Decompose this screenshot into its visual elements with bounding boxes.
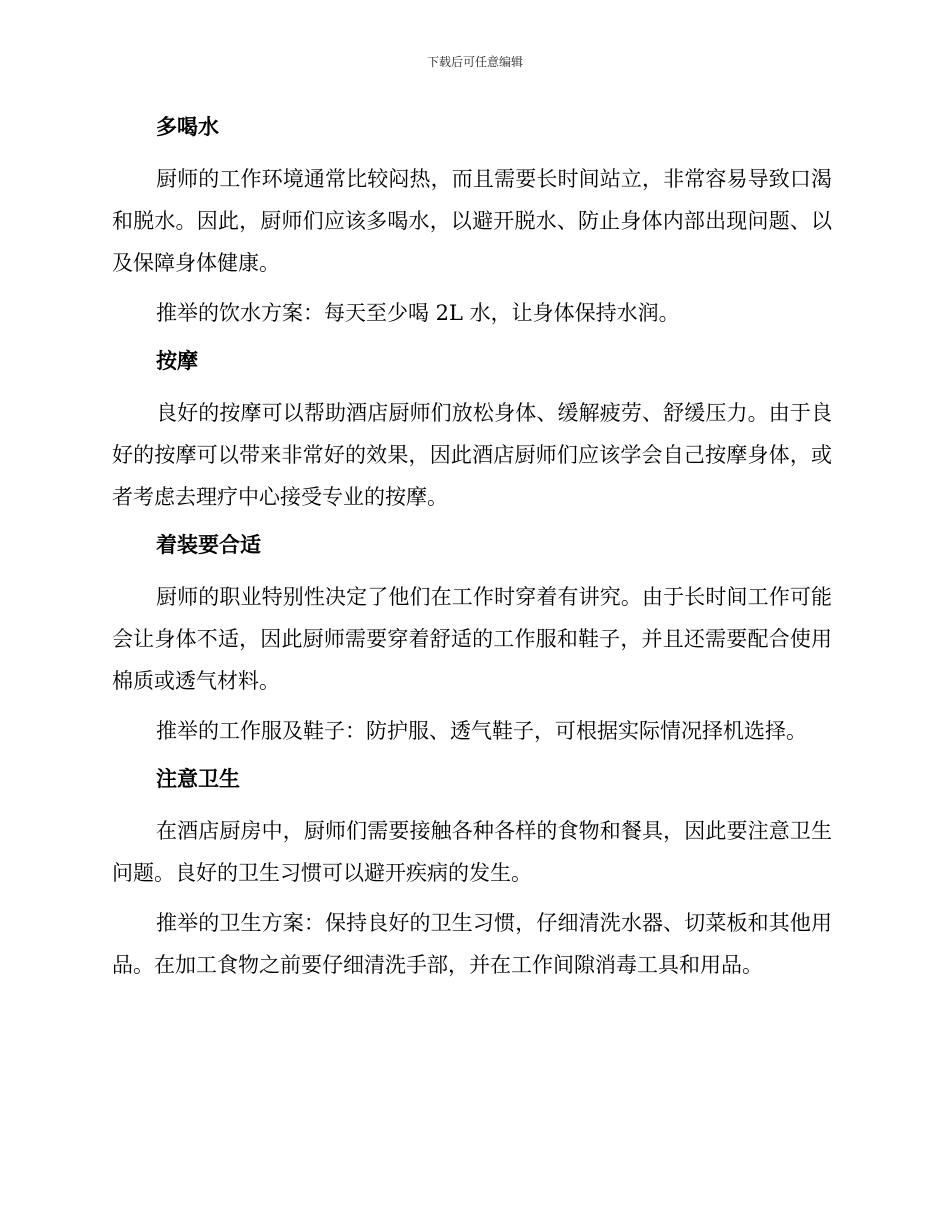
paragraph: 推举的饮水方案：每天至少喝 2L 水，让身体保持水润。 [156,301,680,325]
section-attire [112,526,832,752]
page-header: 下载后可任意编辑 [426,55,523,69]
section-drink-water [112,108,832,334]
document-body [112,108,832,994]
section-hygiene [112,760,832,986]
paragraph: 推举的卫生方案：保持良好的卫生习惯，仔细清洗水器、切菜板和其他用品。在加工食物之前要仔细清洗手部，并在工作间隙消毒工具和用品。 [112,911,832,977]
paragraph: 推举的工作服及鞋子：防护服、透气鞋子，可根据实际情况择机选择。 [156,719,807,743]
section-heading: 多喝水 [156,115,219,139]
section-massage [112,342,832,518]
paragraph: 在酒店厨房中，厨师们需要接触各种各样的食物和餐具，因此要注意卫生问题。良好的卫生习惯可以避开疾病的发生。 [112,819,832,885]
paragraph: 厨师的工作环境通常比较闷热，而且需要长时间站立，非常容易导致口渴和脱水。因此，厨师们应该多喝水，以避开脱水、防止身体内部出现问题、以及保障身体健康。 [112,167,832,275]
section-heading: 注意卫生 [156,767,240,791]
paragraph: 良好的按摩可以帮助酒店厨师们放松身体、缓解疲劳、舒缓压力。由于良好的按摩可以带来非常好的效果，因此酒店厨师们应该学会自己按摩身体，或者考虑去理疗中心接受专业的按摩。 [112,401,832,509]
section-heading: 着装要合适 [156,533,261,557]
section-heading: 按摩 [156,349,198,373]
paragraph: 厨师的职业特别性决定了他们在工作时穿着有讲究。由于长时间工作可能会让身体不适，因此厨师需要穿着舒适的工作服和鞋子，并且还需要配合使用棉质或透气材料。 [112,585,832,693]
